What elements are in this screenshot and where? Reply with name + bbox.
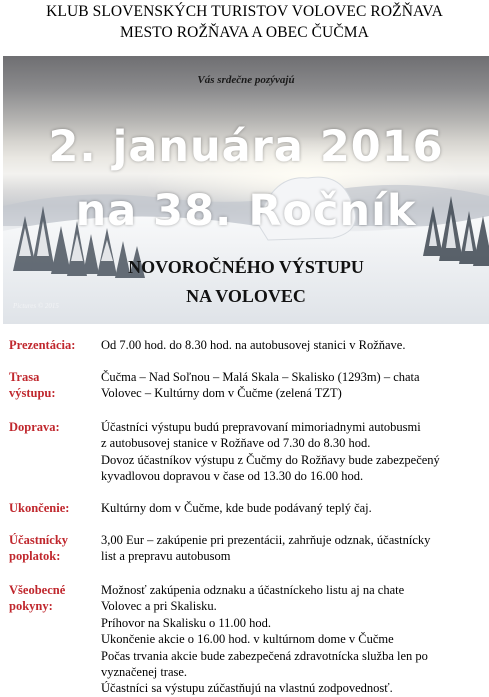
event-date-title: 2. januára 2016 bbox=[48, 122, 444, 172]
detail-label: Prezentácia: bbox=[9, 338, 76, 352]
event-edition-title: na 38. Ročník bbox=[75, 186, 417, 236]
detail-value: Čučma – Nad Soľnou – Malá Skala – Skalisko (1293m) – chata Volovec – Kultúrny dom v Čučme (zelená TZT) bbox=[101, 370, 420, 401]
event-name-line-1: NOVOROČNÉHO VÝSTUPU bbox=[128, 257, 364, 277]
winter-landscape-banner bbox=[3, 56, 489, 324]
organizer-line-1: KLUB SLOVENSKÝCH TURISTOV VOLOVEC ROŽŇAVA bbox=[46, 3, 443, 20]
detail-value: Účastníci výstupu budú prepravovaní mimoriadnymi autobusmi z autobusovej stanice v Rožňave od 7.30 do 8.30 hod. Dovoz účastníkov výstupu z Čučmy do Rožňavy bude zabezpečený kyvadlovou dopravou v čase od 13.30 do 16.00 hod. bbox=[101, 420, 440, 484]
photo-credit-watermark: Pictures © 2015 bbox=[13, 302, 59, 310]
detail-value: 3,00 Eur – zakúpenie pri prezentácii, zahrňuje odznak, účastnícky list a prepravu autobusom bbox=[101, 533, 431, 564]
detail-label: Doprava: bbox=[9, 420, 60, 434]
event-name-line-2: NA VOLOVEC bbox=[186, 286, 306, 306]
detail-value: Kultúrny dom v Čučme, kde bude podávaný teplý čaj. bbox=[101, 501, 372, 515]
detail-label: Ukončenie: bbox=[9, 501, 70, 515]
detail-label: Účastnícky poplatok: bbox=[9, 533, 69, 564]
organizer-line-2: MESTO ROŽŇAVA A OBEC ČUČMA bbox=[120, 24, 369, 41]
detail-label: Všeobecné pokyny: bbox=[9, 583, 66, 614]
invitation-text: Vás srdečne pozývajú bbox=[197, 74, 295, 86]
detail-label: Trasa výstupu: bbox=[9, 370, 56, 401]
detail-value: Od 7.00 hod. do 8.30 hod. na autobusovej stanici v Rožňave. bbox=[101, 338, 406, 352]
detail-value: Možnosť zakúpenia odznaku a účastníckeho listu aj na chate Volovec a pri Skalisku. Príhovor na Skalisku o 11.00 hod. Ukončenie akcie o 16.00 hod. v kultúrnom dome v Čučme Počas trvania akcie bude zabezpečená zdravotnícka služba len po vyznačenej trase. Účastníci sa výstupu zúčastňujú na vlastnú zodpovednosť. bbox=[101, 583, 428, 696]
